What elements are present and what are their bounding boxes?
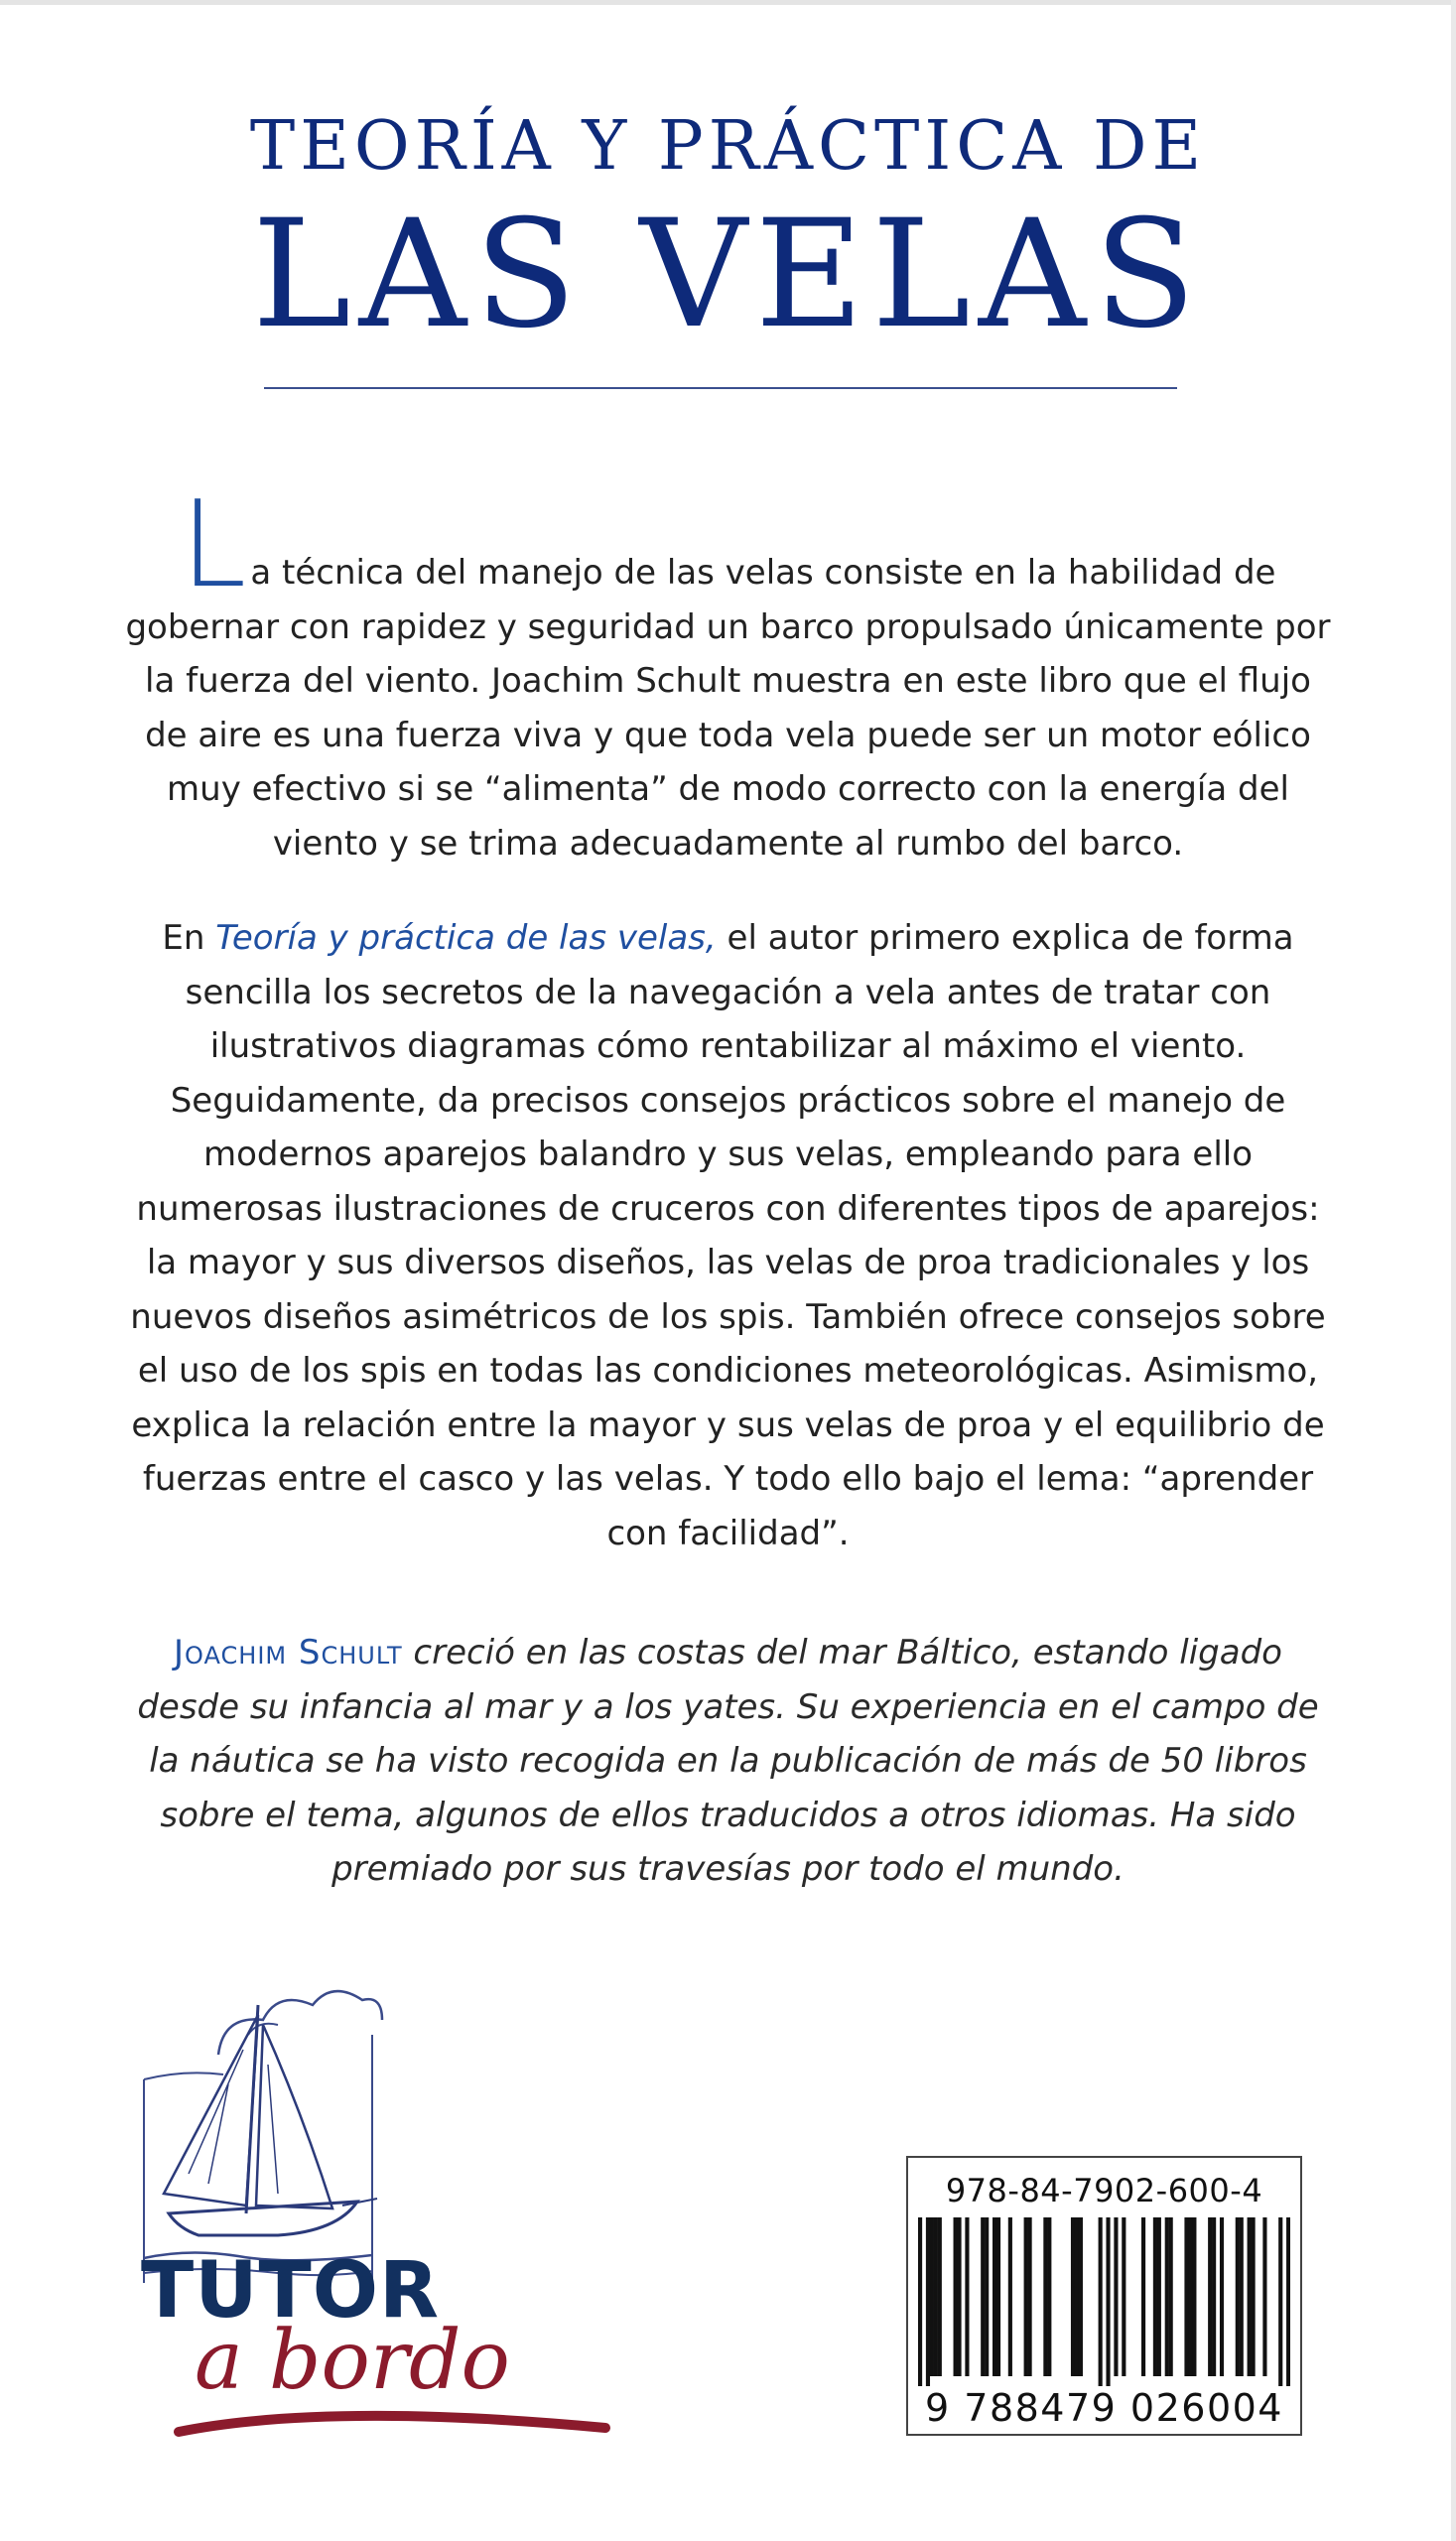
description-paragraph-1 <box>119 476 1337 870</box>
paragraph-2-lead: En <box>162 918 216 958</box>
barcode-bar <box>1043 2217 1047 2376</box>
title-line-2: LAS VELAS <box>252 189 1204 361</box>
barcode-bar <box>965 2217 969 2376</box>
barcode-bar <box>1071 2217 1075 2376</box>
barcode-bar <box>1220 2217 1224 2376</box>
barcode-bar <box>1153 2217 1157 2376</box>
title-divider <box>264 387 1177 389</box>
page-top-edge <box>0 0 1456 5</box>
author-name: Joachim Schult <box>174 1633 403 1672</box>
barcode-bar <box>1252 2217 1256 2376</box>
barcode-bar <box>1114 2217 1118 2376</box>
barcode-bar <box>1248 2217 1252 2376</box>
barcode-bar <box>1169 2217 1173 2376</box>
barcode-bar <box>1122 2217 1125 2376</box>
paragraph-2-text: el autor primero explica de forma sencilla los secretos de la navegación a vela antes de tratar con ilustrativos diagramas cómo rentabilizar al máximo el viento. Seguidamente, da precisos consejos prácticos sobre el manejo de modernos aparejos balandro y sus velas, empleando para ello numerosas ilustraciones de cruceros con diferentes tipos de aparejos: la mayor y sus diversos diseños, las velas de proa tradicionales y los nuevos diseños asimétricos de los spis. También ofrece consejos sobre el uso de los spis en todas las condiciones meteorológicas. Asimismo, explica la relación entre la mayor y sus velas de proa y el equilibrio de fuerzas entre el casco y las velas. Y todo ello bajo el lema: “aprender con facilidad”. <box>130 918 1326 1553</box>
barcode-bar <box>1141 2217 1145 2376</box>
barcode-bar <box>1184 2217 1188 2376</box>
description-paragraph-2 <box>119 911 1337 1560</box>
drop-cap: L <box>180 476 247 614</box>
barcode-bar <box>996 2217 1000 2376</box>
barcode-bar <box>1047 2217 1051 2376</box>
paragraph-1-text: a técnica del manejo de las velas consiste en la habilidad de gobernar con rapidez y seguridad un barco propulsado únicamente por la fuerza del viento. Joachim Schult muestra en este libro que el flujo de aire es una fuerza viva y que toda vela puede ser un motor eólico muy efectivo si se “alimenta” de modo correcto con la energía del viento y se trima adecuadamente al rumbo del barco. <box>125 553 1331 864</box>
barcode-bar <box>1208 2217 1212 2376</box>
barcode <box>906 2156 1302 2436</box>
barcode-bar <box>1165 2217 1169 2376</box>
barcode-bar <box>938 2217 942 2376</box>
author-bio-text: creció en las costas del mar Báltico, estando ligado desde su infancia al mar y a los yates. Su experiencia en el campo de la náutica se ha visto recogida en la publicación de más de 50 libros sobre el tema, algunos de ellos traducidos a otros idiomas. Ha sido premiado por sus travesías por todo el mundo. <box>137 1633 1319 1889</box>
barcode-bar <box>1099 2217 1103 2386</box>
logo-text-a-bordo: a bordo <box>195 2314 510 2408</box>
barcode-bar <box>1192 2217 1196 2376</box>
barcode-bar <box>993 2217 996 2376</box>
barcode-bar <box>1024 2217 1028 2376</box>
barcode-bar <box>930 2217 934 2376</box>
barcode-bar <box>1212 2217 1216 2376</box>
barcode-bar <box>1157 2217 1161 2376</box>
barcode-bar <box>1188 2217 1192 2376</box>
page-right-edge <box>1451 0 1456 2541</box>
barcode-bar <box>1236 2217 1240 2376</box>
barcode-bar <box>1008 2217 1012 2376</box>
barcode-bar <box>1028 2217 1032 2376</box>
ean-digits: 9 788479 026004 <box>925 2386 1283 2430</box>
barcode-bar <box>954 2217 958 2376</box>
barcode-bar <box>1262 2217 1266 2376</box>
author-bio <box>119 1626 1337 1897</box>
title-line-1: TEORÍA Y PRÁCTICA DE <box>249 107 1207 186</box>
barcode-bar <box>1079 2217 1083 2376</box>
barcode-bar <box>918 2217 922 2386</box>
barcode-bar <box>1075 2217 1079 2376</box>
book-title-reference: Teoría y práctica de las velas, <box>215 918 717 958</box>
barcode-bars <box>918 2217 1290 2386</box>
barcode-bar <box>957 2217 961 2376</box>
barcode-bar <box>926 2217 930 2386</box>
barcode-bar <box>1240 2217 1244 2376</box>
isbn-text: 978-84-7902-600-4 <box>945 2172 1263 2209</box>
barcode-bar <box>1278 2217 1282 2386</box>
barcode-bar <box>985 2217 989 2376</box>
barcode-bar <box>981 2217 985 2376</box>
barcode-bar <box>1286 2217 1290 2386</box>
barcode-bar <box>934 2217 938 2376</box>
logo-text-tutor: TUTOR <box>141 2246 441 2336</box>
barcode-bar <box>1106 2217 1110 2386</box>
